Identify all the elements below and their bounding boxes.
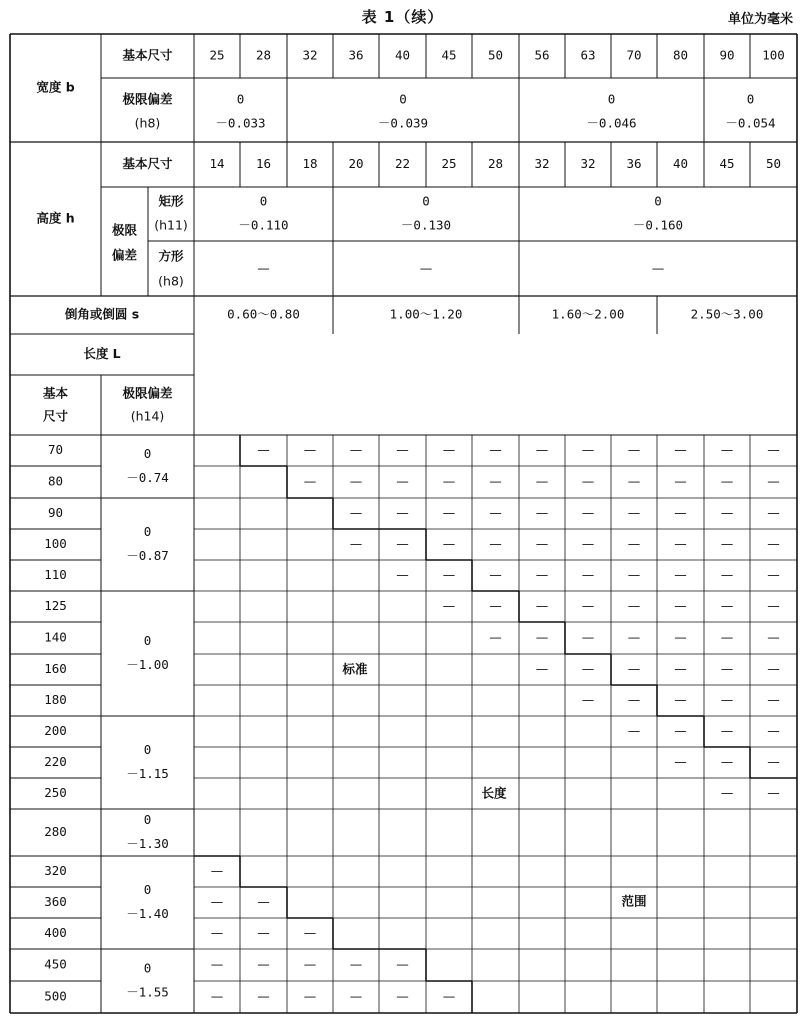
na-dash: — [674, 661, 687, 676]
length-value: 160 [44, 661, 67, 676]
na-dash: — [674, 629, 687, 645]
height-size: 40 [672, 156, 689, 171]
na-dash: — [489, 598, 502, 613]
na-dash: — [674, 473, 687, 489]
na-dash: — [581, 629, 595, 645]
na-dash: — [720, 692, 734, 707]
chamfer-range: 1.00～1.20 [389, 306, 463, 322]
length-tol-lower: －1.30 [126, 836, 169, 851]
length-label: 长度 L [83, 346, 121, 361]
length-tol-upper: 0 [143, 812, 152, 827]
na-dash: — [767, 754, 780, 769]
chamfer-range: 2.50～3.00 [690, 306, 764, 322]
na-dash: — [210, 925, 224, 940]
length-tol-upper: 0 [143, 633, 152, 648]
width-size: 32 [302, 47, 318, 63]
na-dash: — [627, 723, 641, 738]
na-dash: — [442, 442, 456, 457]
na-dash: — [349, 956, 363, 972]
na-dash: — [303, 988, 317, 1004]
na-dash: — [627, 692, 641, 707]
length-tolerance-grade: (h14) [130, 408, 165, 424]
na-dash: — [627, 536, 641, 551]
na-dash: — [627, 661, 641, 676]
width-size: 28 [255, 47, 272, 63]
na-dash: — [396, 567, 409, 582]
na-dash: — [442, 473, 456, 489]
height-size: 36 [626, 156, 642, 171]
na-dash: — [489, 567, 502, 582]
na-dash: — [535, 629, 549, 645]
height-tolerance-label: 偏差 [111, 247, 138, 263]
length-value: 100 [44, 536, 67, 551]
na-dash: — [674, 567, 687, 582]
height-size: 32 [580, 156, 596, 171]
length-tol-upper: 0 [143, 742, 152, 757]
na-dash: — [489, 442, 502, 457]
range-label-length: 长度 [481, 785, 507, 801]
na-dash: — [396, 536, 409, 551]
width-tol-upper: 0 [236, 91, 245, 107]
height-size: 32 [534, 156, 550, 171]
length-value: 125 [44, 598, 67, 613]
length-value: 180 [44, 692, 67, 707]
length-basic-label: 尺寸 [42, 408, 69, 424]
length-tol-lower: －1.55 [126, 984, 169, 1000]
na-dash: — [674, 505, 687, 520]
na-dash: — [674, 598, 687, 613]
na-dash: — [257, 894, 270, 909]
length-value: 80 [47, 473, 64, 489]
table-title: 表 1（续） [361, 8, 444, 26]
na-dash: — [535, 505, 549, 520]
na-dash: — [767, 598, 780, 613]
length-value: 200 [44, 723, 67, 738]
height-size: 16 [255, 156, 272, 171]
na-dash: — [627, 442, 641, 457]
na-dash: — [442, 567, 456, 582]
length-tol-upper: 0 [143, 524, 152, 539]
na-dash: — [303, 442, 317, 457]
na-dash: — [720, 629, 734, 645]
na-dash: — [767, 785, 780, 800]
na-dash: — [581, 692, 595, 707]
rect-tol-lower: －0.130 [400, 217, 452, 233]
length-value: 360 [44, 894, 67, 909]
na-dash: — [349, 442, 363, 457]
rect-tol-lower: －0.160 [632, 217, 684, 233]
length-tol-lower: －1.00 [126, 657, 169, 672]
na-dash: — [767, 567, 780, 582]
rect-tol-lower: －0.110 [238, 217, 289, 233]
length-value: 90 [47, 505, 64, 520]
na-dash: — [210, 956, 224, 972]
na-dash: — [581, 442, 595, 457]
na-dash: — [303, 473, 317, 489]
width-size: 70 [626, 47, 642, 63]
na-dash: — [535, 536, 549, 551]
na-dash: — [767, 536, 780, 551]
na-dash: — [720, 473, 734, 489]
na-dash: — [442, 505, 456, 520]
square-tol-dash: — [651, 260, 665, 276]
na-dash: — [720, 723, 734, 738]
na-dash: — [581, 536, 595, 551]
chamfer-range: 0.60～0.80 [227, 306, 300, 322]
na-dash: — [674, 442, 687, 457]
square-label: 方形 [158, 248, 184, 264]
na-dash: — [720, 442, 734, 457]
na-dash: — [210, 894, 224, 909]
na-dash: — [720, 785, 734, 800]
na-dash: — [581, 567, 595, 582]
length-value: 320 [44, 863, 67, 878]
width-size: 63 [580, 47, 596, 63]
na-dash: — [627, 473, 641, 489]
na-dash: — [767, 692, 780, 707]
width-size: 45 [441, 47, 457, 63]
length-value: 450 [44, 956, 67, 972]
na-dash: — [627, 629, 641, 645]
range-label-range: 范围 [621, 893, 647, 909]
na-dash: — [674, 692, 687, 707]
width-tol-lower: －0.046 [586, 115, 637, 131]
square-tol-dash: — [257, 260, 270, 276]
na-dash: — [767, 505, 780, 520]
height-size: 25 [441, 156, 457, 171]
na-dash: — [627, 505, 641, 520]
na-dash: — [396, 473, 409, 489]
width-size: 56 [534, 47, 550, 63]
na-dash: — [720, 661, 734, 676]
width-size: 25 [209, 47, 225, 63]
na-dash: — [535, 442, 549, 457]
square-grade: (h8) [158, 273, 184, 289]
na-dash: — [349, 536, 363, 551]
na-dash: — [767, 629, 780, 645]
na-dash: — [489, 505, 502, 520]
na-dash: — [349, 473, 363, 489]
na-dash: — [442, 536, 456, 551]
width-tol-lower: －0.054 [725, 115, 776, 131]
rect-tol-upper: 0 [259, 193, 268, 209]
na-dash: — [210, 863, 224, 878]
na-dash: — [674, 723, 687, 738]
na-dash: — [720, 754, 734, 769]
width-size: 80 [672, 47, 689, 63]
rect-grade: (h11) [154, 217, 188, 233]
width-label: 宽度 b [36, 79, 75, 95]
na-dash: — [396, 956, 409, 972]
length-value: 280 [44, 824, 67, 839]
na-dash: — [257, 956, 270, 972]
width-size: 100 [762, 47, 785, 63]
na-dash: — [720, 505, 734, 520]
range-label-standard: 标准 [342, 661, 368, 677]
chamfer-range: 1.60～2.00 [551, 306, 625, 322]
length-tol-upper: 0 [143, 882, 152, 897]
na-dash: — [396, 988, 409, 1004]
na-dash: — [257, 988, 270, 1004]
na-dash: — [489, 536, 502, 551]
length-value: 70 [47, 442, 64, 457]
length-tol-upper: 0 [143, 446, 152, 461]
na-dash: — [349, 988, 363, 1004]
height-basic-size-label: 基本尺寸 [122, 156, 173, 171]
width-tolerance-grade: (h8) [134, 115, 161, 131]
height-size: 45 [719, 156, 735, 171]
width-tol-lower: －0.039 [377, 115, 429, 131]
height-size: 18 [302, 156, 318, 171]
height-size: 22 [394, 156, 411, 171]
unit-note: 单位为毫米 [727, 12, 793, 27]
na-dash: — [720, 536, 734, 551]
rect-label: 矩形 [158, 193, 184, 209]
chamfer-label: 倒角或倒圆 s [64, 306, 140, 322]
length-tol-lower: －0.74 [126, 470, 169, 485]
na-dash: — [581, 505, 595, 520]
width-tolerance-label: 极限偏差 [122, 91, 173, 107]
square-tol-dash: — [419, 260, 433, 276]
na-dash: — [674, 536, 687, 551]
na-dash: — [627, 598, 641, 613]
height-label: 高度 h [36, 210, 75, 226]
na-dash: — [210, 988, 224, 1004]
na-dash: — [303, 925, 317, 940]
height-size: 14 [209, 156, 225, 171]
length-tolerance-label: 极限偏差 [122, 385, 173, 401]
na-dash: — [442, 988, 456, 1004]
na-dash: — [303, 956, 317, 972]
na-dash: — [257, 925, 270, 940]
width-basic-size-label: 基本尺寸 [122, 47, 173, 63]
na-dash: — [396, 505, 409, 520]
height-tolerance-label: 极限 [111, 222, 138, 238]
height-size: 20 [348, 156, 364, 171]
length-tol-lower: －1.40 [126, 906, 169, 921]
na-dash: — [535, 473, 549, 489]
height-size: 28 [487, 156, 504, 171]
na-dash: — [535, 661, 549, 676]
na-dash: — [767, 473, 780, 489]
rect-tol-upper: 0 [654, 193, 662, 209]
na-dash: — [581, 598, 595, 613]
na-dash: — [674, 754, 687, 769]
na-dash: — [720, 598, 734, 613]
na-dash: — [489, 629, 502, 645]
length-value: 220 [44, 754, 67, 769]
rect-tol-upper: 0 [422, 193, 430, 209]
na-dash: — [396, 442, 409, 457]
width-size: 90 [719, 47, 735, 63]
width-size: 50 [487, 47, 504, 63]
length-value: 140 [44, 629, 67, 645]
na-dash: — [349, 505, 363, 520]
length-value: 250 [44, 785, 67, 800]
na-dash: — [720, 567, 734, 582]
width-tol-upper: 0 [399, 91, 407, 107]
na-dash: — [442, 598, 456, 613]
length-value: 500 [44, 988, 67, 1004]
na-dash: — [767, 661, 780, 676]
na-dash: — [581, 661, 595, 676]
width-tol-upper: 0 [607, 91, 616, 107]
length-tol-lower: －0.87 [126, 548, 169, 563]
na-dash: — [535, 598, 549, 613]
width-size: 40 [394, 47, 411, 63]
na-dash: — [257, 442, 270, 457]
length-basic-label: 基本 [42, 385, 69, 401]
length-value: 400 [44, 925, 67, 940]
na-dash: — [767, 723, 780, 738]
na-dash: — [489, 473, 502, 489]
na-dash: — [535, 567, 549, 582]
length-tol-lower: －1.15 [126, 766, 169, 781]
na-dash: — [627, 567, 641, 582]
na-dash: — [581, 473, 595, 489]
width-tol-upper: 0 [746, 91, 755, 107]
na-dash: — [767, 442, 780, 457]
width-tol-lower: －0.033 [215, 115, 266, 131]
length-value: 110 [44, 567, 67, 582]
length-tol-upper: 0 [143, 960, 152, 976]
height-size: 50 [765, 156, 782, 171]
width-size: 36 [348, 47, 364, 63]
